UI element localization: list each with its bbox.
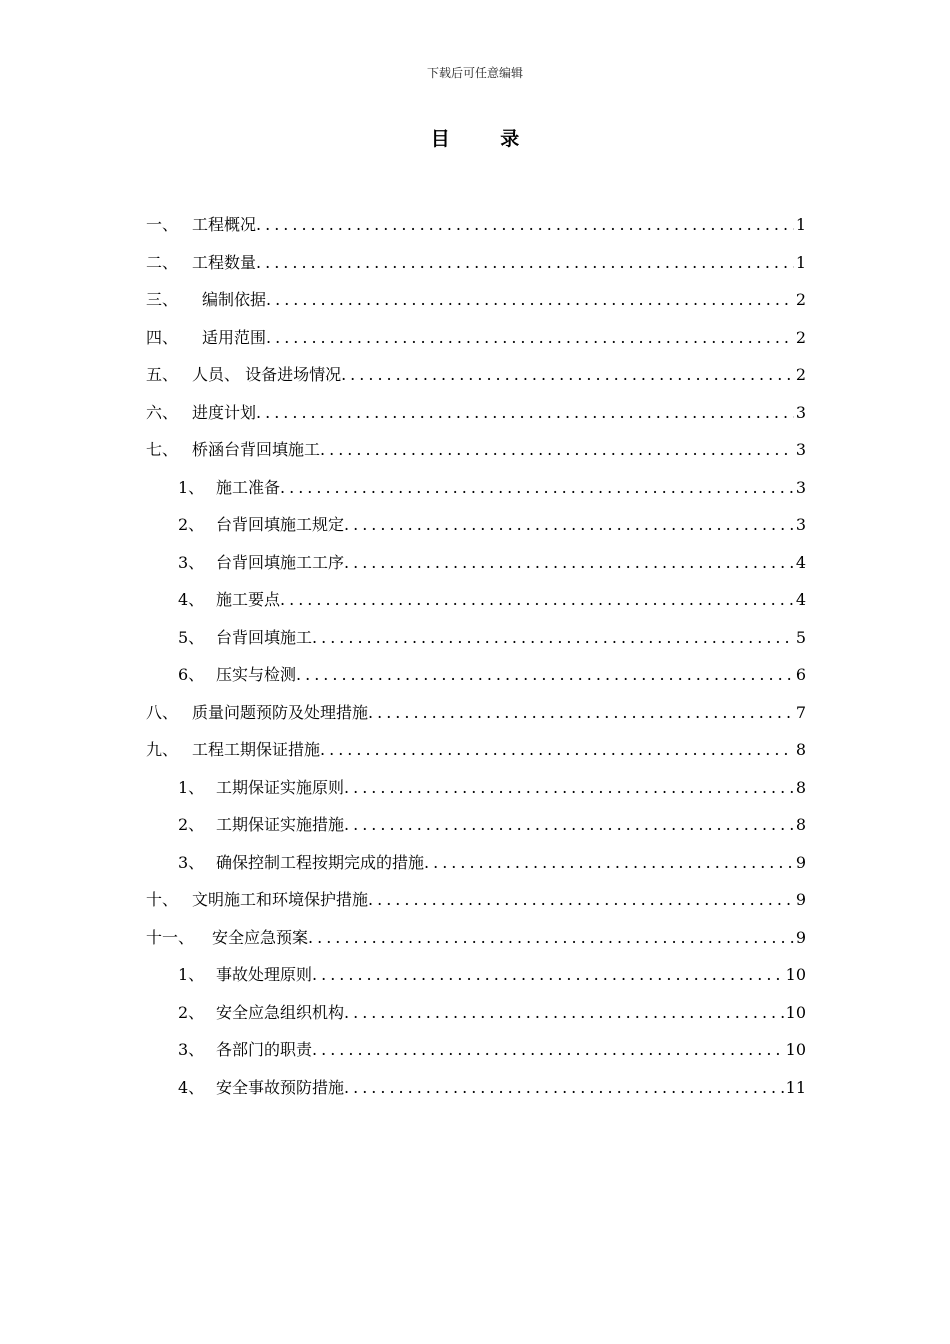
toc-entry-number: 六、 [146,402,179,422]
toc-leader-dots [312,619,794,657]
toc-entry[interactable] [146,394,806,432]
toc-leader-dots [256,244,794,282]
toc-entry-page-number: 3 [795,477,806,497]
toc-entry-label: 安全事故预防措施 [216,1077,345,1097]
toc-entry-page-number: 3 [795,440,806,459]
toc-entry-page-number: 2 [795,365,806,384]
toc-entry-label: 人员、 设备进场情况 [192,365,342,384]
toc-leader-dots [344,769,794,807]
toc-entry-number: 1、 [178,477,205,497]
toc-leader-dots [266,281,794,319]
toc-entry-label: 工程概况 [192,215,257,234]
toc-entry-page-number: 5 [795,627,806,647]
toc-entry-page-number: 9 [795,890,806,909]
toc-entry[interactable] [146,806,806,844]
toc-leader-dots [266,319,794,357]
toc-entry-number: 4、 [178,590,205,609]
toc-entry-label: 工程数量 [192,252,257,272]
toc-entry-number: 二、 [146,252,179,272]
toc-leader-dots [344,1069,784,1107]
toc-entry-page-number: 7 [795,702,806,722]
toc-entry[interactable] [146,694,806,732]
toc-entry[interactable] [146,506,806,544]
toc-entry-page-number: 8 [795,815,806,834]
toc-leader-dots [256,206,794,244]
toc-leader-dots [256,394,794,432]
toc-entry-label: 台背回填施工规定 [216,515,345,534]
toc-entry[interactable] [146,919,806,957]
toc-entry-number: 三、 [146,290,179,309]
toc-entry-number: 五、 [146,365,179,384]
toc-entry-number: 3、 [178,552,205,572]
toc-entry-page-number: 9 [795,852,806,872]
toc-entry-label: 工期保证实施原则 [216,777,345,797]
toc-entry-page-number: 4 [795,590,806,609]
toc-entry-label: 事故处理原则 [216,965,313,984]
toc-entry[interactable] [146,994,806,1032]
toc-entry-label: 质量问题预防及处理措施 [192,702,369,722]
toc-entry-number: 2、 [178,1002,205,1022]
toc-entry-page-number: 1 [795,252,806,272]
toc-entry[interactable] [146,206,806,244]
toc-entry[interactable] [146,581,806,619]
toc-leader-dots [368,881,794,919]
toc-entry-label: 工程工期保证措施 [192,740,321,759]
toc-entry-number: 四、 [146,327,179,347]
toc-entry-label: 编制依据 [202,290,267,309]
toc-leader-dots [296,656,794,694]
toc-entry-label: 适用范围 [202,327,267,347]
toc-entry-number: 6、 [178,665,205,684]
toc-entry-page-number: 11 [785,1077,806,1097]
toc-entry-number: 3、 [178,1040,205,1059]
toc-leader-dots [368,694,794,732]
toc-entry[interactable] [146,656,806,694]
toc-leader-dots [344,806,794,844]
header-note: 下载后可任意编辑 [426,66,523,80]
toc-entry-page-number: 2 [795,290,806,309]
page-title: 目 录 [430,128,542,150]
toc-entry[interactable] [146,469,806,507]
toc-entry-label: 文明施工和环境保护措施 [192,890,369,909]
toc-entry-number: 2、 [178,515,205,534]
toc-entry-page-number: 8 [795,777,806,797]
toc-leader-dots [280,469,794,507]
toc-entry-page-number: 9 [795,927,806,947]
toc-entry-number: 一、 [146,215,179,234]
toc-entry-page-number: 2 [795,327,806,347]
toc-entry[interactable] [146,244,806,282]
toc-entry-page-number: 10 [785,1002,806,1022]
toc-entry[interactable] [146,431,806,469]
toc-entry[interactable] [146,1069,806,1107]
toc-entry[interactable] [146,1031,806,1069]
toc-entry[interactable] [146,356,806,394]
toc-entry-page-number: 8 [795,740,806,759]
toc-entry-page-number: 10 [785,965,806,984]
toc-leader-dots [341,356,794,394]
toc-leader-dots [312,956,784,994]
toc-leader-dots [308,919,794,957]
toc-entry-label: 进度计划 [192,402,257,422]
toc-leader-dots [320,431,794,469]
toc-entry[interactable] [146,881,806,919]
toc-leader-dots [344,506,794,544]
toc-entry-label: 工期保证实施措施 [216,815,345,834]
toc-entry-number: 4、 [178,1077,205,1097]
toc-leader-dots [280,581,794,619]
toc-entry[interactable] [146,319,806,357]
toc-entry-label: 台背回填施工工序 [216,552,345,572]
toc-leader-dots [424,844,794,882]
toc-entry-number: 5、 [178,627,205,647]
toc-entry-number: 七、 [146,440,179,459]
toc-entry-label: 施工准备 [216,477,281,497]
toc-entry-number: 2、 [178,815,205,834]
toc-entry[interactable] [146,619,806,657]
toc-entry-label: 安全应急预案 [212,927,309,947]
toc-entry-page-number: 1 [795,215,806,234]
toc-entry-label: 各部门的职责 [216,1040,313,1059]
toc-entry-number: 九、 [146,740,179,759]
toc-entry[interactable] [146,844,806,882]
toc-entry-number: 十一、 [146,927,195,947]
toc-entry[interactable] [146,769,806,807]
toc-entry-label: 压实与检测 [216,665,297,684]
toc-leader-dots [344,994,784,1032]
toc-leader-dots [320,731,794,769]
toc-entry-number: 3、 [178,852,205,872]
toc-entry-page-number: 10 [785,1040,806,1059]
toc-entry-label: 桥涵台背回填施工 [192,440,321,459]
toc-entry-page-number: 3 [795,402,806,422]
toc-leader-dots [312,1031,784,1069]
toc-entry[interactable] [146,544,806,582]
toc-leader-dots [344,544,794,582]
table-of-contents [146,206,806,1106]
toc-entry-label: 确保控制工程按期完成的措施 [216,852,425,872]
toc-entry-label: 施工要点 [216,590,281,609]
toc-entry-number: 1、 [178,965,205,984]
toc-entry-number: 八、 [146,702,179,722]
toc-entry[interactable] [146,281,806,319]
toc-entry-label: 台背回填施工 [216,627,313,647]
toc-entry-page-number: 4 [795,552,806,572]
toc-entry-label: 安全应急组织机构 [216,1002,345,1022]
toc-entry[interactable] [146,956,806,994]
toc-entry-page-number: 3 [795,515,806,534]
toc-entry-number: 1、 [178,777,205,797]
toc-entry-number: 十、 [146,890,179,909]
toc-entry-page-number: 6 [795,665,806,684]
toc-entry[interactable] [146,731,806,769]
